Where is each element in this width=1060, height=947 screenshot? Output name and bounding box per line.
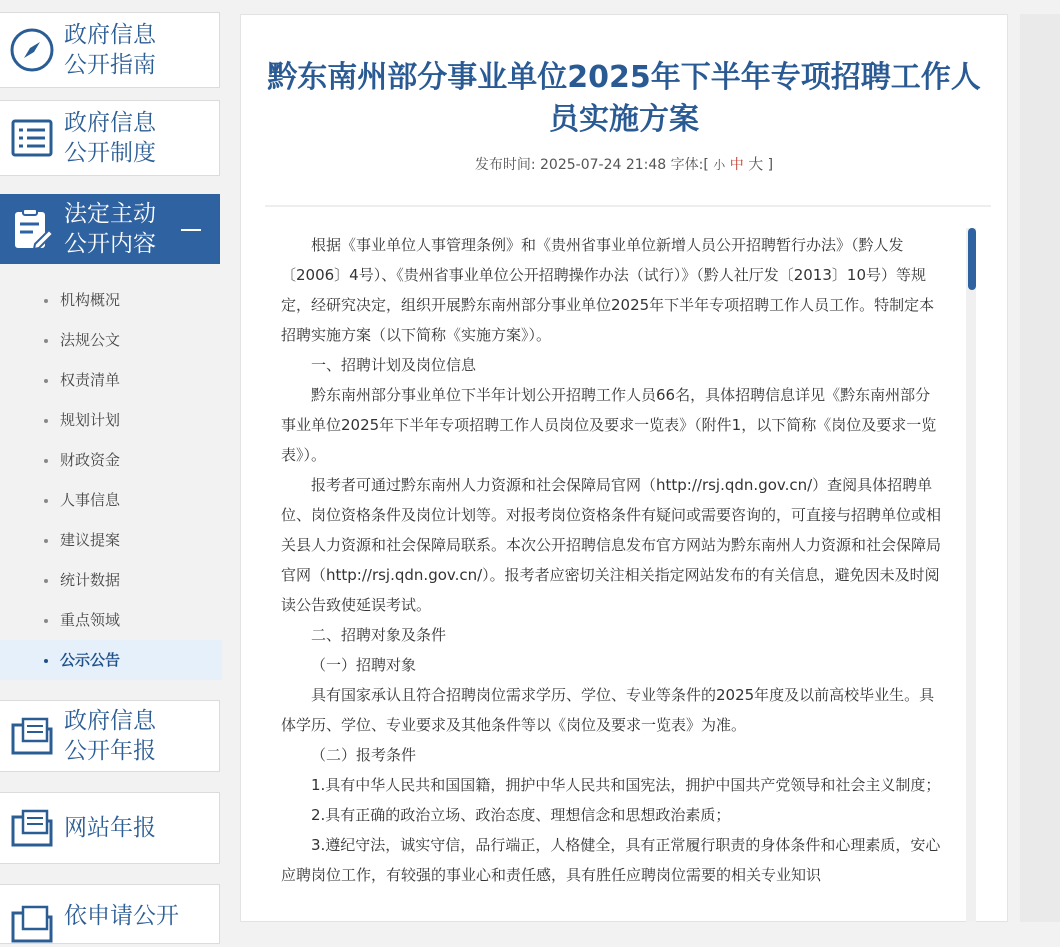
article-panel	[240, 14, 1008, 922]
article-paragraph: 2.具有正确的政治立场、政治态度、理想信念和思想政治素质；	[311, 806, 731, 824]
sidebar-card-annual-report[interactable]	[0, 700, 220, 772]
folder-document-icon	[0, 901, 64, 947]
bullet-icon	[44, 459, 48, 463]
sidebar-item[interactable]	[0, 440, 222, 480]
bullet-icon	[44, 579, 48, 583]
article-paragraph: 3.遵纪守法，诚实守信，品行端正，人格健全，具有正常履行职责的身体条件和心理素质，安心应聘岗位工作，有较强的事业心和责任感，具有胜任应聘岗位需要的相关专业知识	[281, 836, 941, 884]
folder-document-icon	[0, 713, 64, 759]
bullet-icon	[44, 299, 48, 303]
sidebar-item[interactable]	[0, 640, 222, 680]
article-paragraph: 报考者可通过黔东南州人力资源和社会保障局官网（http://rsj.qdn.gov.cn/）查阅具体招聘单位、岗位资格条件及岗位计划等。对报考岗位资格条件有疑问或需要咨询的，可直接与招聘单位或相关县人力资源和社会保障局联系。本次公开招聘信息发布官方网站为黔东南州人力资源和社会保障局官网（http://rsj.qdn.gov.cn/）。报考者应密切关注相关指定网站发布的有关信息，避免因未及时阅读公告致使延误考试。	[281, 476, 942, 614]
sidebar-item-label: 人事信息	[60, 491, 121, 509]
article-paragraph: 一、招聘计划及岗位信息	[311, 356, 477, 374]
sidebar-item-label: 财政资金	[60, 451, 121, 469]
article-paragraph: 根据《事业单位人事管理条例》和《贵州省事业单位新增人员公开招聘暂行办法》（黔人发〔2006〕4号）、《贵州省事业单位公开招聘操作办法（试行）》（黔人社厅发〔2013〕10号）等规定，经研究决定，组织开展黔东南州部分事业单位2025年下半年专项招聘工作人员工作。特制定本招聘实施方案（以下简称《实施方案》）。	[281, 236, 935, 344]
sidebar-item-label: 机构概况	[60, 291, 121, 309]
article-paragraph: （一）招聘对象	[311, 656, 417, 674]
sidebar-item[interactable]	[0, 320, 222, 360]
article-paragraph: 1.具有中华人民共和国国籍，拥护中华人民共和国宪法，拥护中国共产党领导和社会主义制度；	[311, 776, 941, 794]
meta-bracket: ]	[767, 157, 774, 173]
sidebar-item[interactable]	[0, 400, 222, 440]
font-medium-link[interactable]: 中	[729, 157, 744, 173]
article-meta	[241, 153, 1007, 174]
sidebar-card-label: 网站年报	[64, 815, 156, 841]
sidebar-item[interactable]	[0, 560, 222, 600]
sidebar-item-label: 公示公告	[60, 651, 121, 669]
collapse-icon[interactable]	[181, 229, 201, 231]
sidebar-sub-list	[0, 280, 222, 680]
sidebar-item-label: 法规公文	[60, 331, 121, 349]
divider	[265, 205, 991, 207]
font-small-link[interactable]: 小	[713, 158, 726, 172]
sidebar-card-label: 政府信息 公开年报	[64, 708, 156, 764]
sidebar-card-label: 法定主动 公开内容	[64, 201, 156, 257]
sidebar-card-website-report[interactable]	[0, 792, 220, 864]
font-large-link[interactable]: 大	[748, 155, 764, 173]
sidebar-item[interactable]	[0, 480, 222, 520]
sidebar-item-label: 权责清单	[60, 371, 121, 389]
sidebar-card-disclosure-system[interactable]	[0, 100, 220, 176]
sidebar-card-label: 政府信息 公开制度	[64, 110, 156, 166]
sidebar-card-on-request[interactable]	[0, 884, 220, 944]
compass-icon	[0, 27, 64, 73]
sidebar-card-label: 依申请公开	[64, 903, 179, 929]
sidebar-item-label: 重点领域	[60, 611, 121, 629]
article-paragraph: 黔东南州部分事业单位下半年计划公开招聘工作人员66名，具体招聘信息详见《黔东南州部分事业单位2025年下半年专项招聘工作人员岗位及要求一览表》（附件1，以下简称《岗位及要求一览表》）。	[281, 386, 937, 464]
sidebar	[0, 0, 224, 929]
sidebar-card-disclosure-guide[interactable]	[0, 12, 220, 88]
scrollbar-track[interactable]	[966, 228, 976, 922]
sidebar-item-label: 统计数据	[60, 571, 121, 589]
article-paragraph: 具有国家承认且符合招聘岗位需求学历、学位、专业等条件的2025年度及以前高校毕业生。具体学历、学位、专业要求及其他条件等以《岗位及要求一览表》为准。	[281, 686, 935, 734]
scrollbar-thumb[interactable]	[968, 228, 976, 290]
list-document-icon	[0, 115, 64, 161]
sidebar-item-label: 建议提案	[60, 531, 121, 549]
bullet-icon	[44, 539, 48, 543]
bullet-icon	[44, 619, 48, 623]
sidebar-item[interactable]	[0, 360, 222, 400]
sidebar-item-label: 规划计划	[60, 411, 121, 429]
sidebar-item[interactable]	[0, 600, 222, 640]
bullet-icon	[44, 339, 48, 343]
publish-time: 发布时间: 2025-07-24 21:48 字体:[	[474, 157, 709, 173]
sidebar-item[interactable]	[0, 280, 222, 320]
sidebar-card-label: 政府信息 公开指南	[64, 22, 156, 78]
article-body	[281, 230, 945, 890]
folder-document-icon	[0, 805, 64, 851]
edit-document-icon	[0, 206, 64, 252]
bullet-icon	[44, 499, 48, 503]
sidebar-item[interactable]	[0, 520, 222, 560]
article-paragraph: 二、招聘对象及条件	[311, 626, 447, 644]
page-title: 黔东南州部分事业单位2025年下半年专项招聘工作人员实施方案	[267, 60, 981, 137]
bullet-icon	[44, 419, 48, 423]
sidebar-card-statutory-content[interactable]	[0, 194, 220, 264]
article-paragraph: （二）报考条件	[311, 746, 417, 764]
bullet-icon	[44, 659, 48, 663]
page-margin	[1020, 14, 1060, 922]
bullet-icon	[44, 379, 48, 383]
